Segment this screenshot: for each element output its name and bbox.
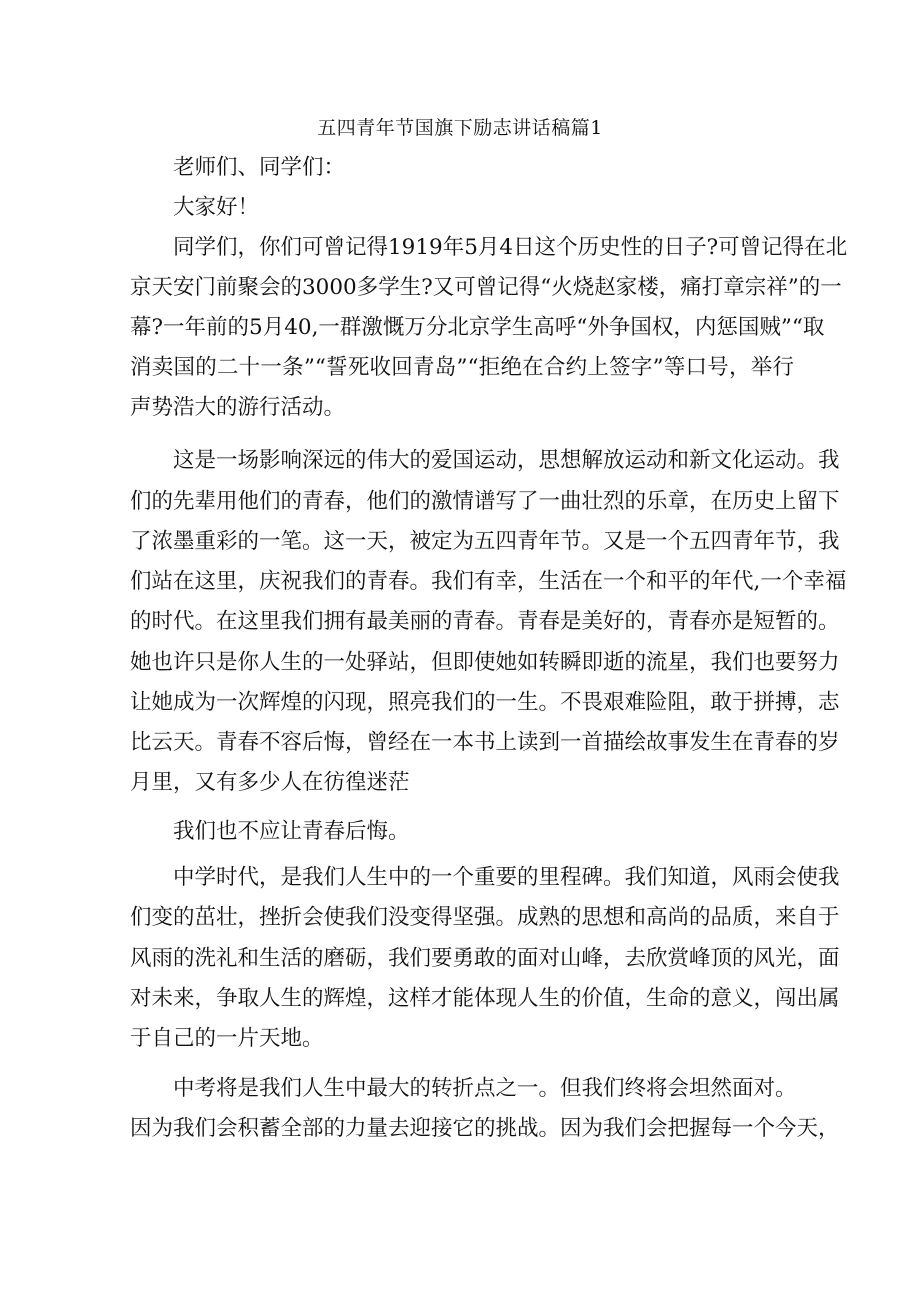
text-line: 风雨的洗礼和生活的磨砺，我们要勇敢的面对山峰，去欣赏峰顶的风光，面 (130, 946, 840, 971)
text-line: 让她成为一次辉煌的闪现，照亮我们的一生。不畏艰难险阻，敢于拼搏，志 (130, 690, 840, 715)
text-line: 同学们，你们可曾记得1919年5月4日这个历史性的日子?可曾记得在北 (173, 235, 848, 260)
text-line: 们的先辈用他们的青春，他们的激情谱写了一曲壮烈的乐章，在历史上留下 (130, 489, 840, 514)
text-line: 她也许只是你人生的一处驿站，但即使她如转瞬即逝的流星，我们也要努力 (130, 650, 840, 675)
text-line: 中学时代，是我们人生中的一个重要的里程碑。我们知道，风雨会使我 (173, 865, 840, 890)
text-line: 的时代。在这里我们拥有最美丽的青春。青春是美好的，青春亦是短暂的。 (130, 609, 840, 634)
text-line: 消卖国的二十一条”“誓死收回青岛”“拒绝在合约上签字”等口号，举行 (130, 355, 794, 380)
text-line: 月里，又有多少人在彷徨迷茫 (130, 770, 410, 795)
text-line: 因为我们会积蓄全部的力量去迎接它的挑战。因为我们会把握每一个今天， (130, 1116, 840, 1141)
text-line: 们变的茁壮，挫折会使我们没变得坚强。成熟的思想和高尚的品质，来自于 (130, 905, 840, 930)
text-line: 了浓墨重彩的一笔。这一天，被定为五四青年节。又是一个五四青年节，我 (130, 529, 840, 554)
greeting-line: 大家好！ (173, 195, 260, 220)
text-line: 幕?一年前的5月40,一群激慨万分北京学生高呼“外争国权，内惩国贼”“取 (130, 315, 825, 340)
salutation-line: 老师们、同学们： (173, 155, 346, 180)
text-line: 们站在这里，庆祝我们的青春。我们有幸，生活在一个和平的年代,一个幸福 (130, 569, 847, 594)
text-line: 我们也不应让青春后悔。 (173, 819, 410, 844)
text-line: 声势浩大的游行活动。 (130, 395, 346, 420)
text-line: 对未来，争取人生的辉煌，这样才能体现人生的价值，生命的意义，闯出属 (130, 986, 840, 1011)
text-line: 这是一场影响深远的伟大的爱国运动，思想解放运动和新文化运动。我 (173, 448, 840, 473)
text-line: 于自己的一片天地。 (130, 1026, 324, 1051)
document-title: 五四青年节国旗下励志讲话稿篇1 (317, 117, 603, 139)
text-line: 比云天。青春不容后悔，曾经在一本书上读到一首描绘故事发生在青春的岁 (130, 730, 840, 755)
text-line: 京天安门前聚会的3000多学生?又可曾记得“火烧赵家楼，痛打章宗祥”的一 (130, 275, 842, 300)
text-line: 中考将是我们人生中最大的转折点之一。但我们终将会坦然面对。 (173, 1076, 797, 1101)
